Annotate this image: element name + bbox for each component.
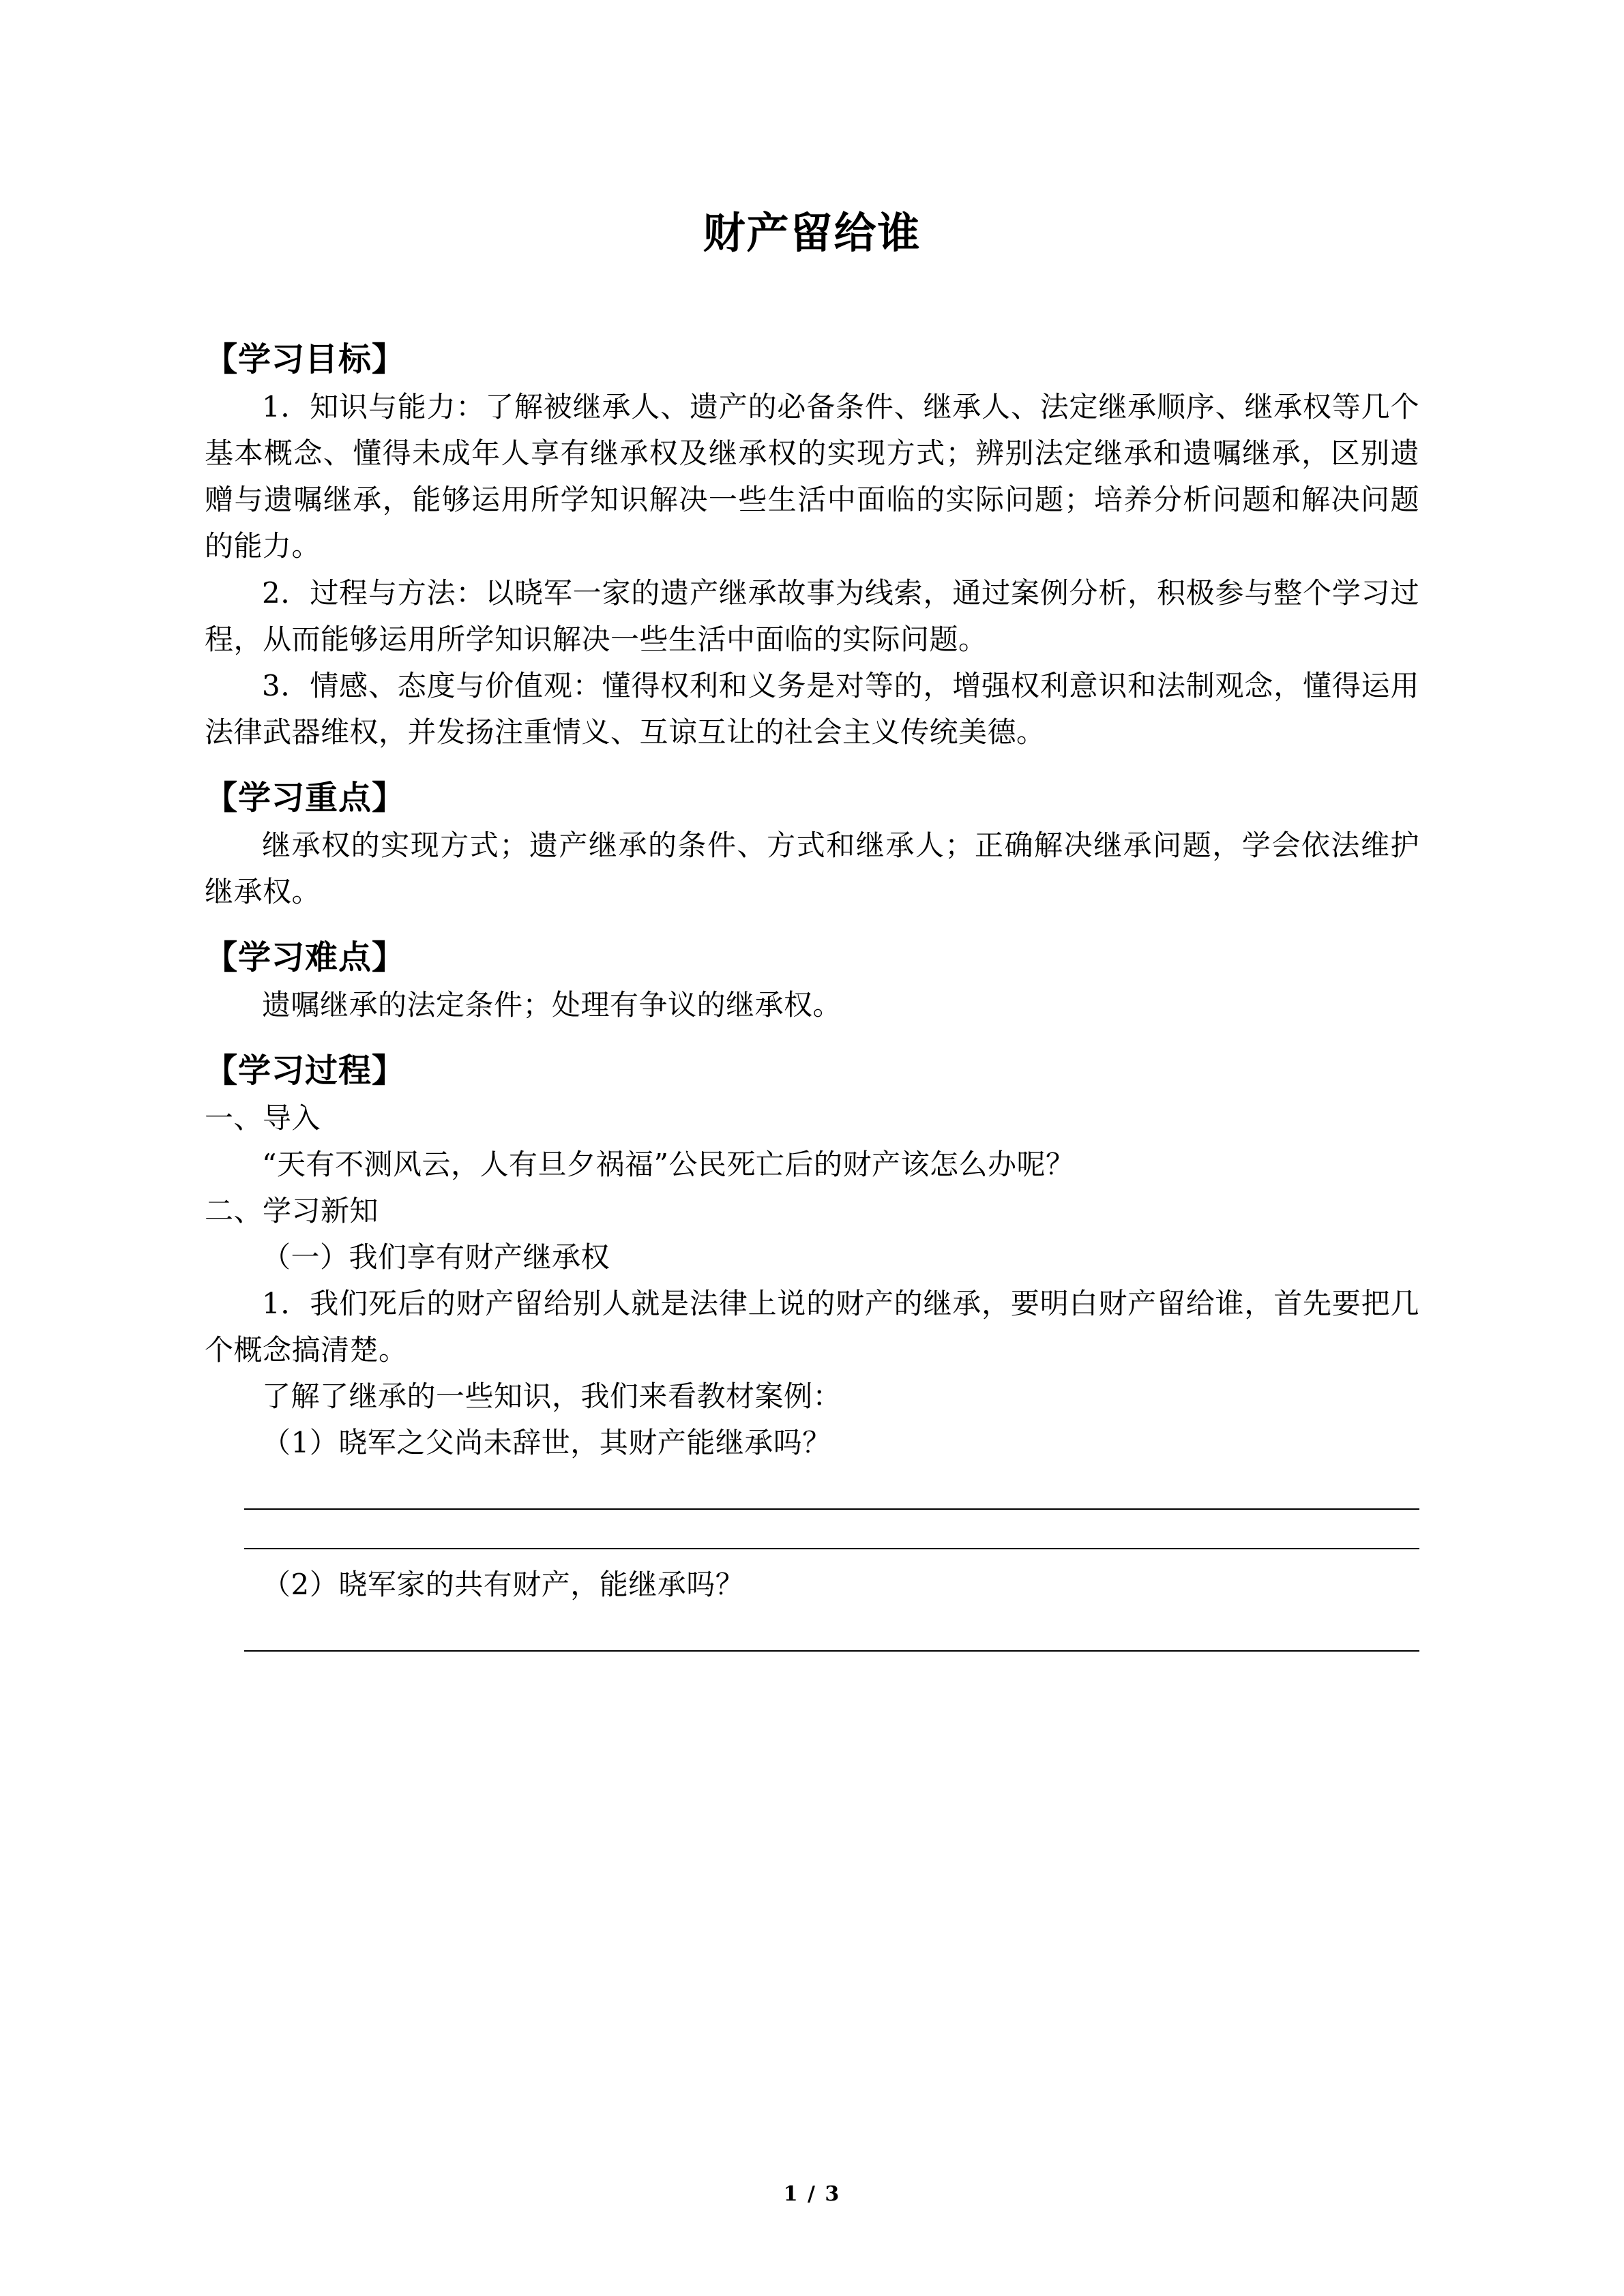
section-heading-process: 【学习过程】 (205, 1051, 406, 1090)
answer-blank-line-1[interactable] (244, 1508, 1419, 1510)
objective-paragraph-1: 1．知识与能力：了解被继承人、遗产的必备条件、继承人、法定继承顺序、继承权等几个基本概念、懂得未成年人享有继承权及继承权的实现方式；辨别法定继承和遗嘱继承，区别遗赠与遗嘱继承，能够运用所学知识解决一些生活中面临的实际问题；培养分析问题和解决问题的能力。 (205, 390, 1419, 563)
objective-paragraph-3: 3．情感、态度与价值观：懂得权利和义务是对等的，增强权利意识和法制观念，懂得运用法律武器维权，并发扬注重情义、互谅互让的社会主义传统美德。 (205, 668, 1419, 749)
spacer (205, 1549, 1419, 1562)
process-item-one-text: “天有不测风云，人有旦夕祸福”公民死亡后的财产该怎么办呢？ (262, 1147, 1075, 1181)
section-heading-objectives: 【学习目标】 (205, 340, 406, 379)
answer-blank-line-3[interactable] (244, 1650, 1419, 1652)
process-sub-one: （一）我们享有财产继承权 (262, 1240, 610, 1274)
page-footer: 1 / 3 (783, 2182, 841, 2206)
section-heading-key-points: 【学习重点】 (205, 778, 406, 817)
process-item-two-label: 二、学习新知 (205, 1193, 379, 1227)
process-point-two: 了解了继承的一些知识，我们来看教材案例： (262, 1379, 842, 1413)
page-title: 财产留给谁 (703, 208, 921, 258)
process-item-one-label: 一、导入 (205, 1101, 321, 1135)
key-points-paragraph: 继承权的实现方式；遗产继承的条件、方式和继承人；正确解决继承问题，学会依法维护继承权。 (205, 828, 1419, 908)
process-point-one: 1．我们死后的财产留给别人就是法律上说的财产的继承，要明白财产留给谁，首先要把几个概念搞清楚。 (205, 1286, 1419, 1367)
process-question-one: （1）晓军之父尚未辞世，其财产能继承吗？ (262, 1425, 831, 1459)
difficulties-paragraph: 遗嘱继承的法定条件；处理有争议的继承权。 (262, 987, 842, 1022)
section-heading-difficulties: 【学习难点】 (205, 938, 406, 976)
process-question-two: （2）晓军家的共有财产，能继承吗？ (262, 1567, 745, 1601)
objective-paragraph-2: 2．过程与方法：以晓军一家的遗产继承故事为线索，通过案例分析，积极参与整个学习过程，从而能够运用所学知识解决一些生活中面临的实际问题。 (205, 576, 1419, 656)
